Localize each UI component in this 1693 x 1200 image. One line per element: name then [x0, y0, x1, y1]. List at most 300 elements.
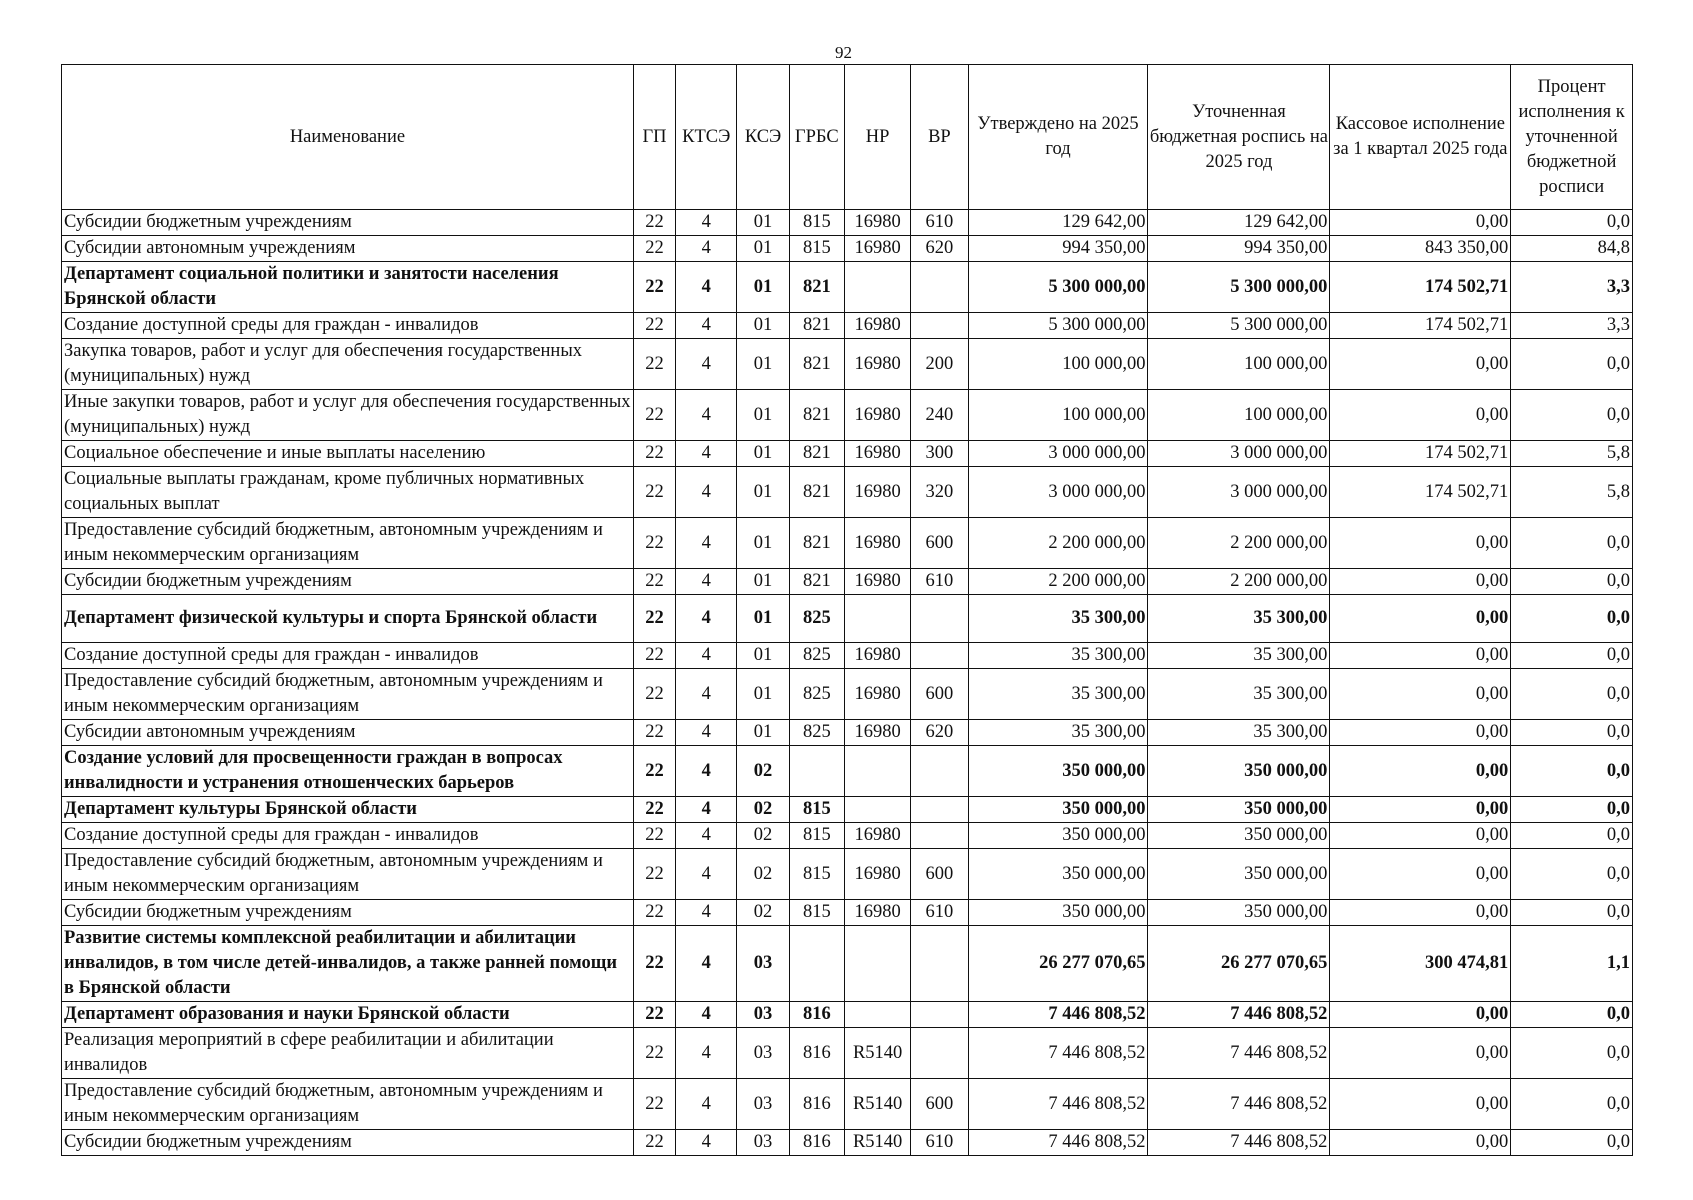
table-header-row	[62, 65, 1633, 210]
cell-gp: 22	[633, 720, 675, 746]
cell-vr	[911, 595, 968, 643]
cell-name: Департамент образования и науки Брянской области	[62, 1002, 634, 1028]
cell-nr	[844, 797, 910, 823]
cell-cash: 0,00	[1330, 1130, 1511, 1156]
cell-nr: 16980	[844, 849, 910, 900]
cell-refined: 2 200 000,00	[1148, 569, 1330, 595]
cell-approved: 100 000,00	[968, 339, 1148, 390]
cell-nr: 16980	[844, 823, 910, 849]
cell-kse: 02	[737, 746, 789, 797]
cell-vr	[911, 746, 968, 797]
cell-ktse: 4	[676, 720, 737, 746]
cell-vr: 600	[911, 1079, 968, 1130]
cell-approved: 7 446 808,52	[968, 1079, 1148, 1130]
cell-approved: 3 000 000,00	[968, 467, 1148, 518]
cell-vr	[911, 926, 968, 1002]
cell-refined: 26 277 070,65	[1148, 926, 1330, 1002]
cell-nr: 16980	[844, 643, 910, 669]
cell-percent: 0,0	[1511, 720, 1633, 746]
cell-ktse: 4	[676, 797, 737, 823]
cell-grbs: 816	[789, 1028, 844, 1079]
cell-grbs: 821	[789, 262, 844, 313]
cell-refined: 350 000,00	[1148, 823, 1330, 849]
cell-gp: 22	[633, 823, 675, 849]
table-row	[62, 1002, 1633, 1028]
cell-nr: 16980	[844, 467, 910, 518]
cell-ktse: 4	[676, 339, 737, 390]
cell-name: Департамент физической культуры и спорта Брянской области	[62, 595, 634, 643]
cell-ktse: 4	[676, 669, 737, 720]
cell-percent: 5,8	[1511, 467, 1633, 518]
cell-refined: 3 000 000,00	[1148, 467, 1330, 518]
cell-kse: 01	[737, 643, 789, 669]
cell-ktse: 4	[676, 746, 737, 797]
cell-refined: 2 200 000,00	[1148, 518, 1330, 569]
cell-gp: 22	[633, 313, 675, 339]
cell-kse: 03	[737, 1002, 789, 1028]
cell-name: Субсидии бюджетным учреждениям	[62, 1130, 634, 1156]
cell-grbs: 816	[789, 1079, 844, 1130]
cell-gp: 22	[633, 1028, 675, 1079]
cell-gp: 22	[633, 1130, 675, 1156]
cell-kse: 01	[737, 441, 789, 467]
cell-cash: 0,00	[1330, 1002, 1511, 1028]
cell-nr: 16980	[844, 390, 910, 441]
cell-nr: 16980	[844, 441, 910, 467]
cell-cash: 0,00	[1330, 669, 1511, 720]
cell-grbs	[789, 926, 844, 1002]
cell-vr	[911, 313, 968, 339]
cell-percent: 0,0	[1511, 823, 1633, 849]
cell-refined: 35 300,00	[1148, 595, 1330, 643]
table-row	[62, 926, 1633, 1002]
header-kse: КСЭ	[737, 65, 789, 210]
cell-kse: 01	[737, 313, 789, 339]
cell-refined: 35 300,00	[1148, 720, 1330, 746]
cell-name: Субсидии бюджетным учреждениям	[62, 569, 634, 595]
cell-cash: 0,00	[1330, 643, 1511, 669]
cell-cash: 0,00	[1330, 569, 1511, 595]
cell-gp: 22	[633, 926, 675, 1002]
cell-percent: 0,0	[1511, 900, 1633, 926]
cell-gp: 22	[633, 518, 675, 569]
cell-gp: 22	[633, 339, 675, 390]
cell-cash: 174 502,71	[1330, 262, 1511, 313]
header-approved: Утверждено на 2025 год	[968, 65, 1148, 210]
table-row	[62, 823, 1633, 849]
cell-nr: 16980	[844, 720, 910, 746]
cell-percent: 3,3	[1511, 313, 1633, 339]
cell-name: Предоставление субсидий бюджетным, автономным учреждениям и иным некоммерческим организациям	[62, 518, 634, 569]
cell-refined: 350 000,00	[1148, 900, 1330, 926]
cell-gp: 22	[633, 1079, 675, 1130]
budget-table	[61, 64, 1633, 1156]
cell-nr	[844, 1002, 910, 1028]
table-row	[62, 313, 1633, 339]
cell-cash: 0,00	[1330, 1079, 1511, 1130]
cell-refined: 5 300 000,00	[1148, 313, 1330, 339]
cell-name: Развитие системы комплексной реабилитации и абилитации инвалидов, в том числе детей-инвалидов, а также ранней помощи в Брянской области	[62, 926, 634, 1002]
cell-refined: 35 300,00	[1148, 669, 1330, 720]
cell-cash: 0,00	[1330, 746, 1511, 797]
cell-gp: 22	[633, 236, 675, 262]
cell-percent: 0,0	[1511, 746, 1633, 797]
cell-refined: 129 642,00	[1148, 210, 1330, 236]
cell-refined: 5 300 000,00	[1148, 262, 1330, 313]
cell-cash: 0,00	[1330, 1028, 1511, 1079]
cell-grbs: 825	[789, 595, 844, 643]
cell-refined: 7 446 808,52	[1148, 1130, 1330, 1156]
cell-vr: 610	[911, 210, 968, 236]
cell-ktse: 4	[676, 900, 737, 926]
header-grbs: ГРБС	[789, 65, 844, 210]
cell-vr: 600	[911, 518, 968, 569]
cell-percent: 0,0	[1511, 1130, 1633, 1156]
cell-percent: 0,0	[1511, 595, 1633, 643]
table-row	[62, 441, 1633, 467]
cell-nr: R5140	[844, 1130, 910, 1156]
cell-kse: 03	[737, 1028, 789, 1079]
cell-approved: 3 000 000,00	[968, 441, 1148, 467]
cell-name: Департамент социальной политики и занятости населения Брянской области	[62, 262, 634, 313]
cell-vr	[911, 1002, 968, 1028]
cell-refined: 350 000,00	[1148, 849, 1330, 900]
cell-grbs: 816	[789, 1130, 844, 1156]
cell-gp: 22	[633, 467, 675, 518]
cell-nr: 16980	[844, 518, 910, 569]
cell-approved: 350 000,00	[968, 797, 1148, 823]
cell-ktse: 4	[676, 262, 737, 313]
cell-approved: 7 446 808,52	[968, 1002, 1148, 1028]
cell-vr: 620	[911, 720, 968, 746]
table-row	[62, 467, 1633, 518]
cell-ktse: 4	[676, 849, 737, 900]
cell-approved: 2 200 000,00	[968, 569, 1148, 595]
cell-kse: 01	[737, 210, 789, 236]
cell-kse: 01	[737, 669, 789, 720]
cell-refined: 350 000,00	[1148, 797, 1330, 823]
cell-nr	[844, 926, 910, 1002]
cell-vr: 320	[911, 467, 968, 518]
cell-grbs: 821	[789, 339, 844, 390]
cell-gp: 22	[633, 1002, 675, 1028]
cell-cash: 0,00	[1330, 390, 1511, 441]
table-row	[62, 746, 1633, 797]
cell-cash: 0,00	[1330, 849, 1511, 900]
table-row	[62, 1028, 1633, 1079]
cell-refined: 3 000 000,00	[1148, 441, 1330, 467]
cell-percent: 0,0	[1511, 849, 1633, 900]
cell-grbs: 821	[789, 313, 844, 339]
cell-grbs: 825	[789, 720, 844, 746]
cell-percent: 3,3	[1511, 262, 1633, 313]
page-number: 92	[835, 43, 852, 62]
cell-nr	[844, 595, 910, 643]
table-row	[62, 900, 1633, 926]
table-row	[62, 1079, 1633, 1130]
table-row	[62, 390, 1633, 441]
cell-grbs: 815	[789, 849, 844, 900]
cell-nr: 16980	[844, 669, 910, 720]
cell-name: Реализация мероприятий в сфере реабилитации и абилитации инвалидов	[62, 1028, 634, 1079]
cell-kse: 02	[737, 797, 789, 823]
cell-vr	[911, 823, 968, 849]
cell-kse: 01	[737, 595, 789, 643]
cell-vr: 300	[911, 441, 968, 467]
cell-percent: 0,0	[1511, 1028, 1633, 1079]
cell-grbs	[789, 746, 844, 797]
cell-grbs: 821	[789, 441, 844, 467]
cell-ktse: 4	[676, 390, 737, 441]
cell-ktse: 4	[676, 926, 737, 1002]
cell-ktse: 4	[676, 1130, 737, 1156]
cell-grbs: 825	[789, 643, 844, 669]
cell-gp: 22	[633, 262, 675, 313]
cell-grbs: 821	[789, 569, 844, 595]
cell-refined: 35 300,00	[1148, 643, 1330, 669]
table-row	[62, 797, 1633, 823]
cell-kse: 01	[737, 518, 789, 569]
cell-grbs: 821	[789, 390, 844, 441]
cell-name: Департамент культуры Брянской области	[62, 797, 634, 823]
cell-approved: 5 300 000,00	[968, 313, 1148, 339]
cell-refined: 994 350,00	[1148, 236, 1330, 262]
cell-name: Закупка товаров, работ и услуг для обеспечения государственных (муниципальных) нужд	[62, 339, 634, 390]
cell-gp: 22	[633, 441, 675, 467]
cell-nr	[844, 262, 910, 313]
cell-grbs: 821	[789, 518, 844, 569]
cell-percent: 0,0	[1511, 669, 1633, 720]
table-row	[62, 595, 1633, 643]
cell-name: Социальные выплаты гражданам, кроме публичных нормативных социальных выплат	[62, 467, 634, 518]
cell-approved: 35 300,00	[968, 595, 1148, 643]
cell-refined: 100 000,00	[1148, 390, 1330, 441]
cell-vr: 240	[911, 390, 968, 441]
cell-percent: 0,0	[1511, 390, 1633, 441]
cell-name: Создание доступной среды для граждан - инвалидов	[62, 313, 634, 339]
cell-ktse: 4	[676, 823, 737, 849]
cell-cash: 0,00	[1330, 210, 1511, 236]
cell-approved: 5 300 000,00	[968, 262, 1148, 313]
cell-cash: 174 502,71	[1330, 441, 1511, 467]
cell-approved: 2 200 000,00	[968, 518, 1148, 569]
table-row	[62, 339, 1633, 390]
cell-approved: 350 000,00	[968, 746, 1148, 797]
table-row	[62, 849, 1633, 900]
cell-gp: 22	[633, 900, 675, 926]
cell-approved: 35 300,00	[968, 720, 1148, 746]
cell-kse: 01	[737, 720, 789, 746]
cell-name: Субсидии бюджетным учреждениям	[62, 900, 634, 926]
cell-gp: 22	[633, 210, 675, 236]
cell-cash: 0,00	[1330, 823, 1511, 849]
cell-refined: 7 446 808,52	[1148, 1002, 1330, 1028]
header-vr: ВР	[911, 65, 968, 210]
cell-nr: R5140	[844, 1028, 910, 1079]
cell-percent: 0,0	[1511, 797, 1633, 823]
cell-ktse: 4	[676, 643, 737, 669]
cell-cash: 0,00	[1330, 900, 1511, 926]
cell-name: Предоставление субсидий бюджетным, автономным учреждениям и иным некоммерческим организациям	[62, 849, 634, 900]
cell-ktse: 4	[676, 467, 737, 518]
cell-approved: 7 446 808,52	[968, 1130, 1148, 1156]
cell-vr: 610	[911, 569, 968, 595]
cell-refined: 7 446 808,52	[1148, 1028, 1330, 1079]
cell-kse: 01	[737, 339, 789, 390]
cell-nr: 16980	[844, 569, 910, 595]
table-row	[62, 1130, 1633, 1156]
cell-kse: 03	[737, 1079, 789, 1130]
cell-vr: 610	[911, 900, 968, 926]
header-name: Наименование	[62, 65, 634, 210]
header-percent: Процент исполнения к уточненной бюджетной росписи	[1511, 65, 1633, 210]
cell-kse: 01	[737, 236, 789, 262]
cell-vr	[911, 643, 968, 669]
cell-nr: R5140	[844, 1079, 910, 1130]
cell-kse: 03	[737, 1130, 789, 1156]
cell-gp: 22	[633, 797, 675, 823]
cell-nr: 16980	[844, 210, 910, 236]
cell-gp: 22	[633, 390, 675, 441]
cell-vr	[911, 797, 968, 823]
cell-ktse: 4	[676, 1079, 737, 1130]
cell-approved: 350 000,00	[968, 823, 1148, 849]
table-row	[62, 669, 1633, 720]
cell-vr	[911, 1028, 968, 1079]
cell-percent: 84,8	[1511, 236, 1633, 262]
cell-approved: 350 000,00	[968, 849, 1148, 900]
cell-cash: 0,00	[1330, 595, 1511, 643]
cell-approved: 35 300,00	[968, 669, 1148, 720]
cell-percent: 0,0	[1511, 569, 1633, 595]
cell-ktse: 4	[676, 313, 737, 339]
cell-gp: 22	[633, 849, 675, 900]
cell-nr: 16980	[844, 339, 910, 390]
header-ktse: КТСЭ	[676, 65, 737, 210]
cell-name: Субсидии бюджетным учреждениям	[62, 210, 634, 236]
cell-kse: 01	[737, 390, 789, 441]
cell-cash: 300 474,81	[1330, 926, 1511, 1002]
cell-nr: 16980	[844, 313, 910, 339]
cell-approved: 100 000,00	[968, 390, 1148, 441]
cell-name: Социальное обеспечение и иные выплаты населению	[62, 441, 634, 467]
cell-kse: 01	[737, 467, 789, 518]
cell-percent: 0,0	[1511, 1079, 1633, 1130]
cell-name: Предоставление субсидий бюджетным, автономным учреждениям и иным некоммерческим организациям	[62, 1079, 634, 1130]
table-row	[62, 518, 1633, 569]
cell-ktse: 4	[676, 595, 737, 643]
cell-cash: 0,00	[1330, 720, 1511, 746]
header-gp: ГП	[633, 65, 675, 210]
cell-ktse: 4	[676, 236, 737, 262]
cell-grbs: 815	[789, 797, 844, 823]
cell-percent: 1,1	[1511, 926, 1633, 1002]
cell-grbs: 816	[789, 1002, 844, 1028]
cell-vr: 610	[911, 1130, 968, 1156]
cell-grbs: 815	[789, 823, 844, 849]
cell-approved: 26 277 070,65	[968, 926, 1148, 1002]
cell-grbs: 815	[789, 236, 844, 262]
cell-cash: 0,00	[1330, 797, 1511, 823]
cell-vr: 200	[911, 339, 968, 390]
cell-ktse: 4	[676, 518, 737, 569]
cell-kse: 02	[737, 849, 789, 900]
cell-grbs: 815	[789, 210, 844, 236]
cell-kse: 02	[737, 900, 789, 926]
cell-approved: 7 446 808,52	[968, 1028, 1148, 1079]
cell-refined: 350 000,00	[1148, 746, 1330, 797]
cell-name: Субсидии автономным учреждениям	[62, 720, 634, 746]
cell-name: Создание доступной среды для граждан - инвалидов	[62, 643, 634, 669]
cell-name: Иные закупки товаров, работ и услуг для обеспечения государственных (муниципальных) нужд	[62, 390, 634, 441]
cell-name: Субсидии автономным учреждениям	[62, 236, 634, 262]
cell-gp: 22	[633, 643, 675, 669]
cell-grbs: 825	[789, 669, 844, 720]
cell-percent: 0,0	[1511, 1002, 1633, 1028]
header-refined: Уточненная бюджетная роспись на 2025 год	[1148, 65, 1330, 210]
header-nr: НР	[844, 65, 910, 210]
header-cash: Кассовое исполнение за 1 квартал 2025 года	[1330, 65, 1511, 210]
cell-refined: 7 446 808,52	[1148, 1079, 1330, 1130]
cell-cash: 0,00	[1330, 518, 1511, 569]
cell-percent: 0,0	[1511, 518, 1633, 569]
cell-cash: 174 502,71	[1330, 467, 1511, 518]
table-row	[62, 720, 1633, 746]
table-row	[62, 643, 1633, 669]
cell-grbs: 815	[789, 900, 844, 926]
cell-percent: 0,0	[1511, 643, 1633, 669]
cell-ktse: 4	[676, 1002, 737, 1028]
table-row	[62, 236, 1633, 262]
cell-kse: 02	[737, 823, 789, 849]
cell-ktse: 4	[676, 441, 737, 467]
cell-cash: 0,00	[1330, 339, 1511, 390]
cell-grbs: 821	[789, 467, 844, 518]
cell-kse: 03	[737, 926, 789, 1002]
cell-approved: 129 642,00	[968, 210, 1148, 236]
cell-kse: 01	[737, 569, 789, 595]
cell-ktse: 4	[676, 1028, 737, 1079]
cell-nr: 16980	[844, 900, 910, 926]
cell-name: Создание доступной среды для граждан - инвалидов	[62, 823, 634, 849]
cell-refined: 100 000,00	[1148, 339, 1330, 390]
table-body	[62, 210, 1633, 1156]
cell-gp: 22	[633, 595, 675, 643]
cell-cash: 843 350,00	[1330, 236, 1511, 262]
cell-cash: 174 502,71	[1330, 313, 1511, 339]
cell-percent: 0,0	[1511, 210, 1633, 236]
cell-approved: 350 000,00	[968, 900, 1148, 926]
cell-ktse: 4	[676, 569, 737, 595]
cell-nr: 16980	[844, 236, 910, 262]
cell-percent: 5,8	[1511, 441, 1633, 467]
cell-ktse: 4	[676, 210, 737, 236]
cell-vr: 600	[911, 669, 968, 720]
table-row	[62, 569, 1633, 595]
cell-gp: 22	[633, 746, 675, 797]
cell-name: Предоставление субсидий бюджетным, автономным учреждениям и иным некоммерческим организациям	[62, 669, 634, 720]
cell-gp: 22	[633, 569, 675, 595]
cell-approved: 994 350,00	[968, 236, 1148, 262]
table-row	[62, 262, 1633, 313]
cell-vr: 600	[911, 849, 968, 900]
cell-percent: 0,0	[1511, 339, 1633, 390]
cell-gp: 22	[633, 669, 675, 720]
cell-vr: 620	[911, 236, 968, 262]
cell-nr	[844, 746, 910, 797]
cell-vr	[911, 262, 968, 313]
cell-name: Создание условий для просвещенности граждан в вопросах инвалидности и устранения отношенческих барьеров	[62, 746, 634, 797]
